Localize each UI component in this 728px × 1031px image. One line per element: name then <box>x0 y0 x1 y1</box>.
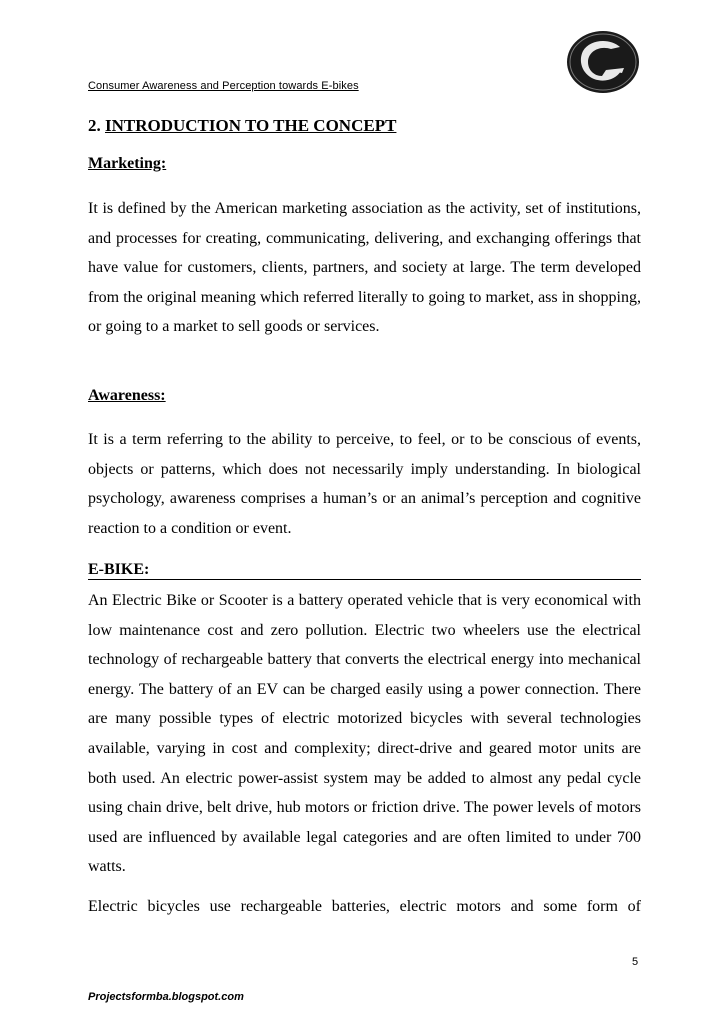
g-logo-icon <box>566 30 640 94</box>
ebike-title: E-BIKE: <box>88 561 641 580</box>
awareness-title: Awareness: <box>88 387 166 404</box>
marketing-body: It is defined by the American marketing association as the activity, set of institutions, and processes for creating, communicating, delivering, and exchanging offerings that have value for customers, clients, partners, and society at large. The term developed from the original meaning which referred literally to going to market, ass in shopping, or going to a market to sell goods or services. <box>88 200 641 336</box>
running-header: Consumer Awareness and Perception towards E-bikes <box>88 80 359 92</box>
marketing-title: Marketing: <box>88 155 167 172</box>
chapter-title: INTRODUCTION TO THE CONCEPT <box>105 116 397 135</box>
footer-source: Projectsformba.blogspot.com <box>88 991 244 1003</box>
ebike-body: An Electric Bike or Scooter is a battery operated vehicle that is very economical with low maintenance cost and zero pollution. Electric two wheelers use the electrical technology of rechargeable battery that converts the electrical energy into mechanical energy. The battery of an EV can be charged easily using a power connection. There are many possible types of electric motorized bicycles with several technologies available, varying in cost and complexity; direct-drive and geared motor units are both used. An electric power-assist system may be added to almost any pedal cycle using chain drive, belt drive, hub motors or friction drive. The power levels of motors used are influenced by available legal categories and are often limited to under 700 watts. <box>88 592 641 876</box>
logo <box>566 30 640 94</box>
ebike-continuation: Electric bicycles use rechargeable batteries, electric motors and some form of <box>88 898 641 915</box>
chapter-number: 2. <box>88 116 101 135</box>
page-number: 5 <box>632 956 639 968</box>
awareness-body: It is a term referring to the ability to perceive, to feel, or to be conscious of events, objects or patterns, which does not necessarily imply understanding. In biological psychology, awareness comprises a human’s or an animal’s perception and cognitive reaction to a condition or event. <box>88 431 641 537</box>
chapter-heading <box>88 116 396 136</box>
